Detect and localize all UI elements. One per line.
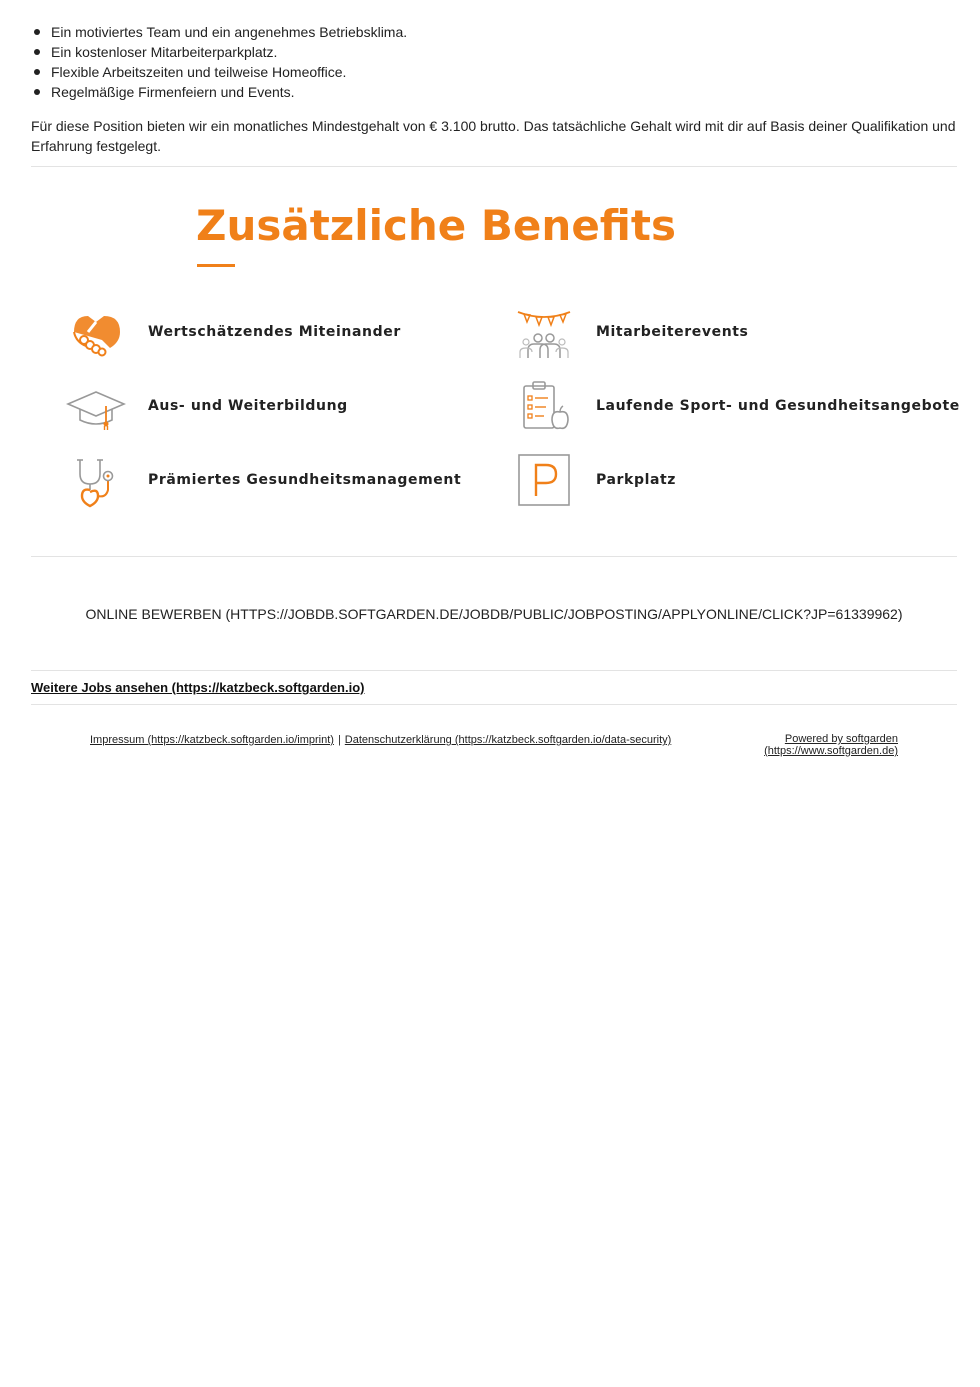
- benefit-item-appreciation: [66, 302, 506, 362]
- benefit-bullet-list: [31, 22, 407, 102]
- more-jobs-link[interactable]: Weitere Jobs ansehen (https://katzbeck.softgarden.io): [31, 680, 365, 695]
- footer-separator: |: [337, 734, 341, 746]
- powered-by-link[interactable]: [764, 733, 898, 757]
- benefit-item-training: [66, 376, 506, 436]
- bullet-item: Ein motiviertes Team und ein angenehmes Betriebsklima.: [31, 22, 407, 42]
- benefit-label: Prämiertes Gesundheitsmanagement: [148, 472, 462, 488]
- benefit-label: Mitarbeiterevents: [596, 324, 749, 340]
- bullet-item: Ein kostenloser Mitarbeiterparkplatz.: [31, 42, 407, 62]
- powered-by: [757, 733, 898, 757]
- divider: [31, 556, 957, 557]
- bullet-item: Regelmäßige Firmenfeiern und Events.: [31, 82, 407, 102]
- benefit-label: Aus- und Weiterbildung: [148, 398, 348, 414]
- benefit-label: Laufende Sport- und Gesundheitsangebote: [596, 398, 960, 414]
- divider: [31, 704, 957, 705]
- stethoscope-icon: [66, 450, 126, 510]
- benefit-item-health-management: [66, 450, 506, 510]
- handshake-icon: [66, 302, 126, 362]
- title-underline: [197, 264, 235, 267]
- divider: [31, 670, 957, 671]
- apply-online-link[interactable]: ONLINE BEWERBEN (HTTPS://JOBDB.SOFTGARDEN.DE/JOBDB/PUBLIC/JOBPOSTING/APPLYONLINE/CLICK?JP=61339962): [85, 606, 903, 622]
- bullet-item: Flexible Arbeitszeiten und teilweise Homeoffice.: [31, 62, 407, 82]
- graduation-cap-icon: [66, 376, 126, 436]
- footer-links: [90, 733, 671, 747]
- party-icon: [514, 302, 574, 362]
- benefit-label: Parkplatz: [596, 472, 677, 488]
- parking-icon: [514, 450, 574, 510]
- benefit-label: Wertschätzendes Miteinander: [148, 324, 401, 340]
- salary-paragraph: Für diese Position bieten wir ein monatliches Mindestgehalt von € 3.100 brutto. Das tatsächliche Gehalt wird mit dir auf Basis deiner Qualifikation und Erfahrung festgelegt.: [31, 118, 956, 154]
- powered-by-line: Powered by softgarden: [784, 733, 898, 745]
- divider: [31, 166, 957, 167]
- imprint-link[interactable]: Impressum (https://katzbeck.softgarden.io/imprint): [90, 734, 334, 746]
- benefit-item-sport-health: [514, 376, 960, 436]
- privacy-link[interactable]: Datenschutzerklärung (https://katzbeck.softgarden.io/data-security): [344, 734, 672, 746]
- benefit-item-parking: [514, 450, 954, 510]
- powered-by-url: (https://www.softgarden.de): [764, 745, 898, 757]
- benefits-title: Zusätzliche Benefits: [196, 201, 677, 250]
- benefit-item-events: [514, 302, 954, 362]
- clipboard-apple-icon: [514, 376, 574, 436]
